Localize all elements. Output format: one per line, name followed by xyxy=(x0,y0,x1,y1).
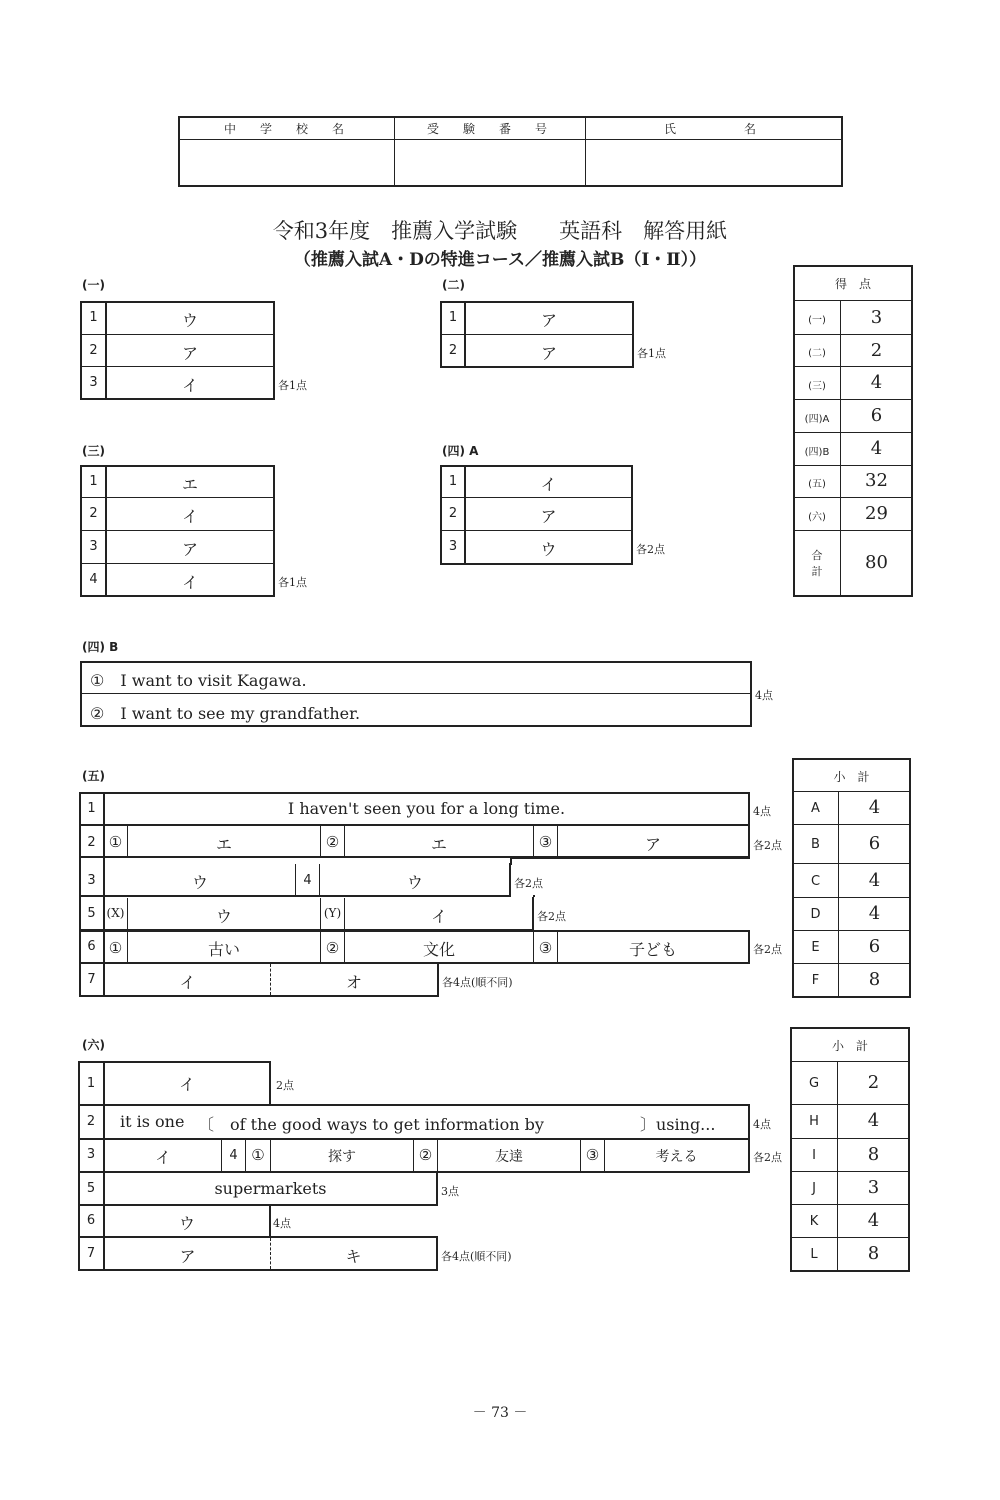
s5-q7-answer-2: オ xyxy=(345,973,362,992)
section-5-label: (五) xyxy=(82,769,105,783)
section-4a-label: (四) A xyxy=(442,444,479,458)
s6-num-1: 1 xyxy=(86,1076,96,1091)
s5-q3-answer: ウ xyxy=(191,873,208,892)
s5-q2-circle-2: ② xyxy=(325,833,340,851)
sub6-label-i: I xyxy=(812,1148,816,1163)
section-2-label: (二) xyxy=(442,278,465,292)
s5-q6-note: 各2点 xyxy=(753,943,782,956)
s3-num-1: 1 xyxy=(89,474,98,489)
sub5-value-f: 8 xyxy=(868,969,881,990)
s3-answer-2: イ xyxy=(181,507,198,526)
s5-q5-note: 各2点 xyxy=(537,910,566,923)
s4a-num-3: 3 xyxy=(448,539,458,554)
s6-q7-answer-2: キ xyxy=(345,1247,362,1266)
s6-num-4: 4 xyxy=(229,1148,238,1163)
s4a-num-1: 1 xyxy=(448,474,458,489)
s2-answer-1: ア xyxy=(540,311,557,330)
s6-q2-part-b: 〔 of the good ways to get information by xyxy=(198,1115,544,1134)
s5-q6-circle-1: ① xyxy=(108,939,123,957)
s5-num-1: 1 xyxy=(87,801,96,816)
s6-num-7: 7 xyxy=(86,1246,96,1261)
s5-q6-circle-3: ③ xyxy=(538,939,553,957)
sub5-label-d: D xyxy=(810,907,821,922)
s6-q4-answer-3: 考える xyxy=(655,1149,698,1165)
s6-q5-answer: supermarkets xyxy=(214,1179,327,1198)
sub5-label-a: A xyxy=(811,801,820,816)
s4a-answer-1: イ xyxy=(540,475,557,494)
sub6-label-h: H xyxy=(809,1114,819,1129)
s3-answer-3: ア xyxy=(181,540,198,559)
s5-q6-answer-3: 子ども xyxy=(628,940,677,959)
sub6-label-g: G xyxy=(808,1076,820,1091)
s3-answer-4: イ xyxy=(181,573,198,592)
s4a-num-2: 2 xyxy=(448,506,458,521)
s1-num-3: 3 xyxy=(89,375,98,390)
student-name-label: 氏 名 xyxy=(663,122,764,136)
s1-answer-3: イ xyxy=(181,376,198,395)
s2-answer-2: ア xyxy=(540,344,557,363)
sub6-label-k: K xyxy=(809,1214,819,1229)
score-value-3: 4 xyxy=(870,372,883,393)
s4b-answer-2: ② I want to see my grandfather. xyxy=(90,704,361,723)
s3-num-4: 4 xyxy=(89,572,98,587)
s2-num-2: 2 xyxy=(448,343,458,358)
s5-num-3: 3 xyxy=(87,873,96,888)
score-label-4: (四)A xyxy=(804,414,830,425)
s4b-points-note: 4点 xyxy=(755,689,773,702)
s6-q1-answer: イ xyxy=(178,1075,195,1094)
section-6-label: (六) xyxy=(82,1038,105,1052)
s2-num-1: 1 xyxy=(448,310,458,325)
sub5-value-e: 6 xyxy=(868,936,881,957)
s6-q2-part-c: 〕using... xyxy=(640,1115,716,1134)
s3-num-2: 2 xyxy=(89,506,98,521)
s5-num-4: 4 xyxy=(303,873,312,888)
score-label-3: (三) xyxy=(808,381,826,392)
s1-num-1: 1 xyxy=(89,310,98,325)
section-4b-label: (四) B xyxy=(82,640,119,654)
s5-q5-x-label: (X) xyxy=(106,906,125,920)
s6-q4-circle-2: ② xyxy=(418,1146,433,1164)
s5-q2-answer-3: ア xyxy=(644,835,661,854)
sub6-value-h: 4 xyxy=(867,1110,880,1131)
score-value-1: 3 xyxy=(870,307,883,328)
school-name-label: 中 学 校 名 xyxy=(223,122,350,136)
s4a-answer-3: ウ xyxy=(540,540,557,559)
s5-q6-answer-2: 文化 xyxy=(422,940,455,959)
s4b-answer-1: ① I want to visit Kagawa. xyxy=(90,671,307,690)
s6-q4-answer-1: 探す xyxy=(328,1149,356,1165)
s6-q7-answer-1: ア xyxy=(179,1247,196,1266)
score-value-4: 6 xyxy=(870,405,883,426)
sub6-value-k: 4 xyxy=(867,1210,880,1231)
section-3-label: (三) xyxy=(82,444,105,458)
s6-q2-part-a: it is one xyxy=(120,1112,185,1131)
s5-q7-note: 各4点(順不同) xyxy=(442,976,513,989)
sub5-value-b: 6 xyxy=(868,833,881,854)
s5-q5-y-label: (Y) xyxy=(323,906,342,920)
exam-number-label: 受 験 番 号 xyxy=(426,122,553,136)
sub6-label-l: L xyxy=(810,1247,818,1262)
sub5-label-c: C xyxy=(810,874,821,889)
sub6-label-j: J xyxy=(812,1181,816,1196)
s1-points-note: 各1点 xyxy=(278,379,307,392)
section-1-label: (一) xyxy=(82,278,105,292)
sub5-label-b: B xyxy=(811,837,820,852)
s4a-points-note: 各2点 xyxy=(636,543,665,556)
s1-answer-1: ウ xyxy=(181,311,198,330)
s5-num-6: 6 xyxy=(87,939,96,954)
s5-q34-note: 各2点 xyxy=(514,877,543,890)
score-total: 80 xyxy=(865,552,888,573)
page-title: 令和3年度 推薦入学試験 英語科 解答用紙 xyxy=(272,219,728,243)
s5-q4-answer: ウ xyxy=(406,873,423,892)
s5-q1-note: 4点 xyxy=(753,805,771,818)
sub6-value-g: 2 xyxy=(867,1072,880,1093)
score-value-7: 29 xyxy=(865,503,888,524)
s6-q6-note: 4点 xyxy=(273,1217,291,1230)
score-label-6: (五) xyxy=(808,479,826,490)
subtotal-5-title: 小 計 xyxy=(833,770,870,784)
s3-points-note: 各1点 xyxy=(278,576,307,589)
score-label-7: (六) xyxy=(808,512,826,523)
s5-q5-answer-y: イ xyxy=(430,907,447,926)
score-label-1: (一) xyxy=(808,315,826,326)
s1-num-2: 2 xyxy=(89,343,98,358)
s2-points-note: 各1点 xyxy=(637,347,666,360)
s6-q2-note: 4点 xyxy=(753,1118,771,1131)
sub6-value-l: 8 xyxy=(867,1243,880,1264)
s5-num-2: 2 xyxy=(87,835,96,850)
score-title: 得 点 xyxy=(834,277,871,291)
sub6-value-j: 3 xyxy=(867,1177,880,1198)
s5-q2-circle-3: ③ xyxy=(538,833,553,851)
s6-num-2: 2 xyxy=(86,1114,96,1129)
s3-num-3: 3 xyxy=(89,539,98,554)
s5-num-5: 5 xyxy=(87,906,96,921)
subtotal-6-title: 小 計 xyxy=(831,1039,868,1053)
score-total-label-2: 計 xyxy=(811,565,823,578)
sub5-label-f: F xyxy=(811,973,820,988)
page-number: － 73 － xyxy=(472,1405,528,1421)
score-label-2: (二) xyxy=(808,348,826,359)
s6-q3-answer: イ xyxy=(154,1148,171,1167)
s6-q5-note: 3点 xyxy=(441,1185,459,1198)
s5-q7-answer-1: イ xyxy=(179,973,196,992)
s6-q4-circle-3: ③ xyxy=(585,1146,600,1164)
s6-num-3: 3 xyxy=(86,1147,96,1162)
s5-q6-circle-2: ② xyxy=(325,939,340,957)
score-value-5: 4 xyxy=(870,438,883,459)
s5-q2-answer-1: エ xyxy=(215,835,232,854)
s6-q4-circle-1: ① xyxy=(251,1146,265,1164)
s6-q6-answer: ウ xyxy=(178,1214,195,1233)
s4a-answer-2: ア xyxy=(540,507,557,526)
sub5-label-e: E xyxy=(811,940,820,955)
s6-q1-note: 2点 xyxy=(276,1079,294,1092)
s5-num-7: 7 xyxy=(87,972,96,987)
s5-q5-answer-x: ウ xyxy=(215,907,232,926)
s6-num-5: 5 xyxy=(86,1181,96,1196)
score-total-label-1: 合 xyxy=(811,549,823,562)
sub5-value-c: 4 xyxy=(868,870,881,891)
s1-answer-2: ア xyxy=(181,344,198,363)
s3-answer-1: エ xyxy=(181,475,198,494)
s6-num-6: 6 xyxy=(86,1213,96,1228)
s6-q4-answer-2: 友達 xyxy=(495,1149,523,1165)
s5-q1-answer: I haven't seen you for a long time. xyxy=(287,799,566,818)
sub6-value-i: 8 xyxy=(867,1144,880,1165)
s5-q2-note: 各2点 xyxy=(753,839,782,852)
s5-q6-answer-1: 古い xyxy=(207,940,240,959)
s6-q7-note: 各4点(順不同) xyxy=(441,1250,512,1263)
s5-q2-answer-2: エ xyxy=(430,835,447,854)
score-value-2: 2 xyxy=(870,340,883,361)
sub5-value-a: 4 xyxy=(868,797,881,818)
score-label-5: (四)B xyxy=(804,447,830,458)
page-subtitle: （推薦入試A・Dの特進コース／推薦入試B（Ⅰ・Ⅱ）） xyxy=(293,250,707,270)
s6-q34-note: 各2点 xyxy=(753,1151,782,1164)
sub5-value-d: 4 xyxy=(868,903,881,924)
s5-q2-circle-1: ① xyxy=(108,833,123,851)
score-value-6: 32 xyxy=(865,470,888,491)
